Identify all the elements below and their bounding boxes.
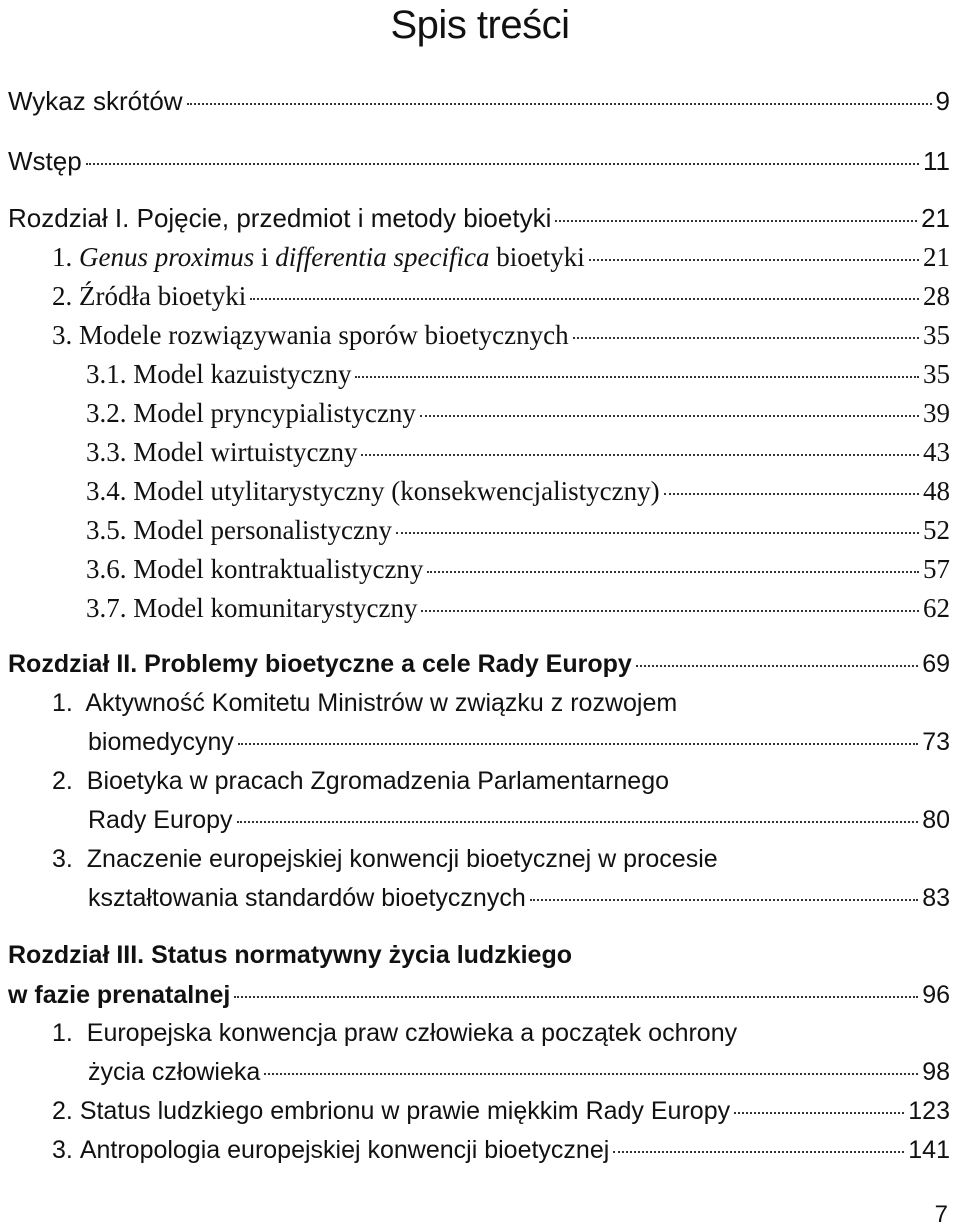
- toc-entry-label: Rozdział I. Pojęcie, przedmiot i metody bioetyki: [8, 203, 552, 233]
- toc-entry-label: Rozdział II. Problemy bioetyczne a cele Rady Europy: [8, 650, 632, 678]
- leader-dots: [613, 1151, 904, 1153]
- toc-entry-label: Model pryncypialistyczny: [133, 398, 416, 428]
- leader-dots: [427, 571, 919, 573]
- leader-dots: [187, 103, 932, 105]
- toc-entry-2-3-line1[interactable]: [52, 845, 718, 874]
- leader-dots: [664, 493, 919, 495]
- toc-entry-label: Model komunitarystyczny: [133, 593, 418, 623]
- toc-page-number: 83: [922, 884, 950, 912]
- leader-dots: [555, 220, 917, 222]
- toc-chapter-1[interactable]: [8, 203, 950, 234]
- toc-entry-label-cont: biomedycyny: [88, 728, 234, 756]
- toc-entry-number: 3.6.: [86, 554, 127, 584]
- toc-page-number: 80: [922, 806, 950, 834]
- toc-chapter-3[interactable]: [8, 981, 950, 1010]
- connector-text: i: [254, 242, 276, 272]
- toc-page-number: 62: [923, 593, 950, 623]
- toc-entry-1-3-6[interactable]: [86, 554, 950, 585]
- toc-page-number: 11: [923, 146, 950, 176]
- toc-page-number: 69: [922, 650, 950, 678]
- toc-entry-label: Model utylitarystyczny (konsekwencjalistyczny): [133, 476, 660, 506]
- toc-entry-1-3-7[interactable]: [86, 593, 950, 624]
- leader-dots: [589, 259, 919, 261]
- toc-entry-3-3[interactable]: [52, 1136, 950, 1165]
- toc-entry-label: Model kontraktualistyczny: [133, 554, 424, 584]
- toc-entry-1-3-5[interactable]: [86, 515, 950, 546]
- toc-entry-number: 3.3.: [86, 437, 127, 467]
- toc-entry-label-cont: życia człowieka: [88, 1058, 261, 1086]
- toc-entry-label-cont: Rady Europy: [88, 806, 233, 834]
- toc-entry-label: Status ludzkiego embrionu w prawie miękkim Rady Europy: [79, 1097, 731, 1125]
- toc-entry-label: Wstęp: [8, 146, 82, 176]
- leader-dots: [86, 163, 919, 165]
- toc-entry-label-cont: w fazie prenatalnej: [8, 981, 231, 1009]
- leader-dots: [361, 454, 919, 456]
- toc-entry-wstep[interactable]: [8, 146, 950, 177]
- toc-page-number: 43: [923, 437, 950, 467]
- toc-page-number: 52: [923, 515, 950, 545]
- toc-entry-1-1[interactable]: [52, 242, 950, 273]
- italic-term: differentia specifica: [275, 242, 490, 272]
- toc-entry-label: [79, 242, 585, 273]
- toc-entry-2-2[interactable]: [88, 806, 950, 835]
- toc-entry-number: 2.: [52, 281, 73, 311]
- toc-entry-number: 3.4.: [86, 476, 127, 506]
- tail-text: bioetyki: [489, 242, 585, 272]
- leader-dots: [264, 1073, 918, 1075]
- toc-entry-number: 1.: [52, 1019, 73, 1047]
- toc-entry-number: 2.: [52, 767, 73, 795]
- toc-page-number: 73: [922, 728, 950, 756]
- leader-dots: [420, 415, 919, 417]
- toc-entry-3-1-line1[interactable]: [52, 1019, 737, 1048]
- leader-dots: [250, 298, 919, 300]
- toc-entry-1-2[interactable]: [52, 281, 950, 312]
- italic-term: Genus proximus: [79, 242, 255, 272]
- toc-page-number: 9: [935, 86, 950, 116]
- leader-dots: [530, 899, 918, 901]
- toc-entry-2-3[interactable]: [88, 884, 950, 913]
- toc-page-number: 35: [923, 359, 950, 389]
- toc-entry-label: Znaczenie europejskiej konwencji bioetycznej w procesie: [86, 845, 718, 873]
- toc-entry-3-1[interactable]: [88, 1058, 950, 1087]
- toc-entry-number: 1.: [52, 242, 73, 272]
- toc-page-number: 39: [923, 398, 950, 428]
- toc-page-number: 48: [923, 476, 950, 506]
- toc-entry-number: 1.: [52, 689, 73, 717]
- toc-page-number: 96: [922, 981, 950, 1009]
- toc-entry-1-3-2[interactable]: [86, 398, 950, 429]
- toc-page-number: 123: [908, 1097, 950, 1125]
- leader-dots: [421, 610, 919, 612]
- toc-entry-label: Rozdział III. Status normatywny życia ludzkiego: [8, 941, 573, 969]
- page-number: 7: [934, 1201, 948, 1228]
- toc-entry-wykaz[interactable]: [8, 86, 950, 117]
- toc-entry-number: 3.: [52, 320, 73, 350]
- leader-dots: [734, 1112, 904, 1114]
- leader-dots: [396, 532, 919, 534]
- toc-entry-number: 3.2.: [86, 398, 127, 428]
- toc-entry-label: Wykaz skrótów: [8, 86, 183, 116]
- toc-entry-label: Źródła bioetyki: [79, 281, 247, 311]
- toc-entry-number: 3.1.: [86, 359, 127, 389]
- toc-entry-1-3-4[interactable]: [86, 476, 950, 507]
- toc-entry-2-1-line1[interactable]: [52, 689, 677, 718]
- toc-entry-1-3[interactable]: [52, 320, 950, 351]
- toc-entry-label: Aktywność Komitetu Ministrów w związku z rozwojem: [85, 689, 678, 717]
- toc-entry-label: Model kazuistyczny: [133, 359, 352, 389]
- leader-dots: [636, 665, 918, 667]
- toc-entry-number: 3.: [52, 1136, 73, 1164]
- toc-chapter-3-line1[interactable]: [8, 941, 572, 970]
- toc-entry-2-2-line1[interactable]: [52, 767, 669, 796]
- leader-dots: [238, 743, 918, 745]
- toc-entry-label: Bioetyka w pracach Zgromadzenia Parlamentarnego: [86, 767, 670, 795]
- toc-entry-1-3-3[interactable]: [86, 437, 950, 468]
- leader-dots: [237, 821, 919, 823]
- toc-page-number: 21: [923, 242, 950, 272]
- toc-entry-number: 3.7.: [86, 593, 127, 623]
- toc-entry-2-1[interactable]: [88, 728, 950, 757]
- leader-dots: [234, 996, 918, 998]
- toc-page-number: 57: [923, 554, 950, 584]
- toc-entry-number: 2.: [52, 1097, 73, 1125]
- toc-page-number: 98: [922, 1058, 950, 1086]
- toc-page-number: 28: [923, 281, 950, 311]
- toc-page-number: 35: [923, 320, 950, 350]
- leader-dots: [573, 337, 919, 339]
- toc-entry-label: Model personalistyczny: [133, 515, 392, 545]
- toc-entry-label: Antropologia europejskiej konwencji bioetycznej: [79, 1136, 610, 1164]
- toc-entry-number: 3.: [52, 845, 73, 873]
- page-title: Spis treści: [390, 3, 570, 47]
- toc-page-number: 21: [921, 203, 950, 233]
- toc-entry-1-3-1[interactable]: [86, 359, 950, 390]
- toc-entry-label: Europejska konwencja praw człowieka a początek ochrony: [86, 1019, 738, 1047]
- toc-chapter-2[interactable]: [8, 650, 950, 679]
- toc-entry-label-cont: kształtowania standardów bioetycznych: [88, 884, 526, 912]
- toc-entry-3-2[interactable]: [52, 1097, 950, 1126]
- toc-page-number: 141: [908, 1136, 950, 1164]
- toc-entry-number: 3.5.: [86, 515, 127, 545]
- toc-entry-label: Modele rozwiązywania sporów bioetycznych: [79, 320, 569, 350]
- toc-entry-label: Model wirtuistyczny: [133, 437, 358, 467]
- leader-dots: [355, 376, 919, 378]
